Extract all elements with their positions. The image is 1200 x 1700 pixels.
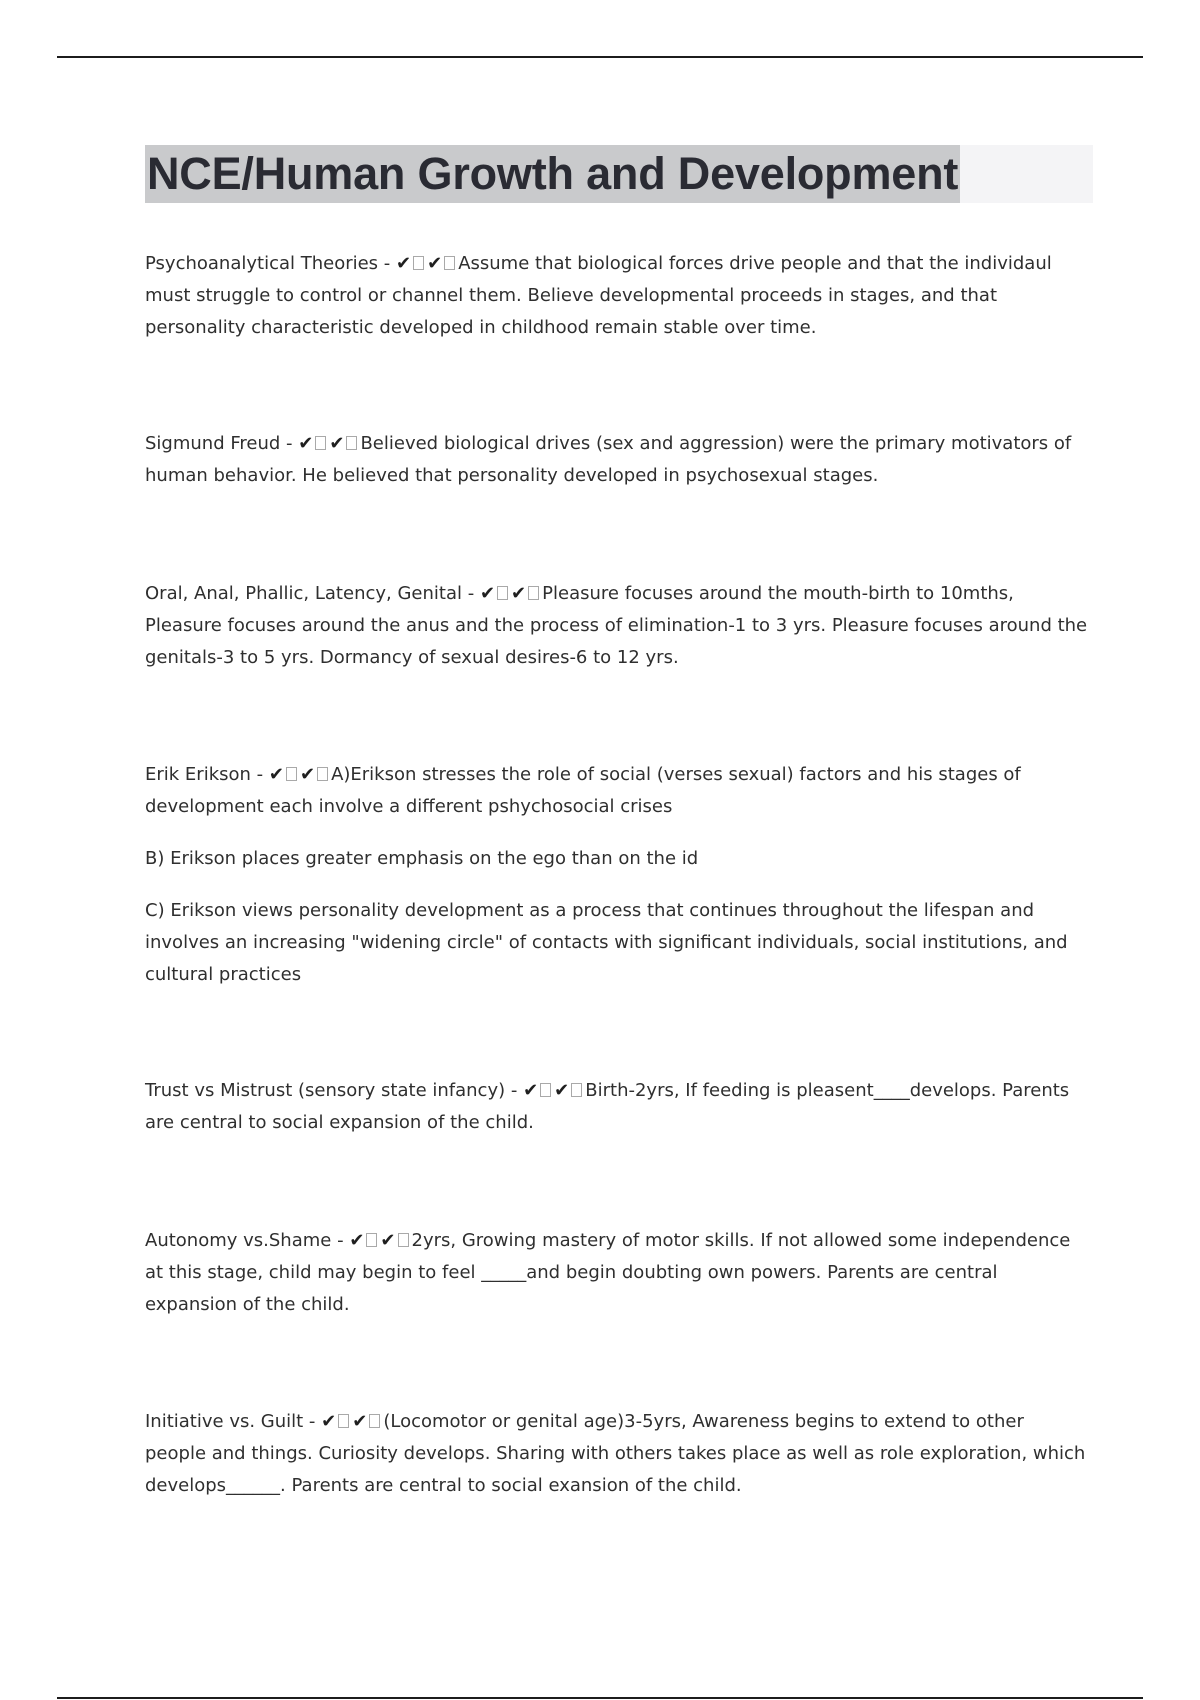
empty-box-icon <box>497 586 508 600</box>
entry-initiative-vs-guilt <box>145 1406 1090 1502</box>
check-mark-icon: ✔ <box>352 1411 368 1432</box>
entry-term: Psychoanalytical Theories <box>145 253 379 274</box>
check-mark-icon: ✔ <box>523 1080 539 1101</box>
entry-term: Initiative vs. Guilt <box>145 1411 304 1432</box>
check-mark-icon: ✔ <box>321 1411 337 1432</box>
entry-sigmund-freud <box>145 428 1090 492</box>
check-mark-icon: ✔ <box>511 583 527 604</box>
empty-box-icon <box>398 1233 409 1247</box>
term-separator: - <box>303 1411 322 1432</box>
empty-box-icon <box>528 586 539 600</box>
empty-box-icon <box>444 256 455 270</box>
check-mark-icon: ✔ <box>554 1080 570 1101</box>
check-mark-icon: ✔ <box>427 253 443 274</box>
check-mark-icon: ✔ <box>268 764 284 785</box>
empty-box-icon <box>366 1233 377 1247</box>
term-separator: - <box>280 433 299 454</box>
term-separator: - <box>331 1230 350 1251</box>
term-separator: - <box>505 1080 524 1101</box>
entry-trust-vs-mistrust <box>145 1075 1090 1139</box>
entry-definition <box>145 1225 1090 1321</box>
empty-box-icon <box>369 1414 380 1428</box>
empty-box-icon <box>317 767 328 781</box>
entry-definition <box>145 1406 1090 1502</box>
entry-term: Trust vs Mistrust (sensory state infancy) <box>145 1080 506 1101</box>
entry-definition <box>145 1075 1090 1139</box>
empty-box-icon <box>346 436 357 450</box>
term-separator: - <box>250 764 269 785</box>
entry-definition <box>145 428 1090 492</box>
entry-definition <box>145 759 1090 823</box>
entry-text: A)Erikson stresses the role of social (verses sexual) factors and his stages of development each involve a different pshychosocial crises <box>145 764 1021 817</box>
entry-text: Believed biological drives (sex and aggression) were the primary motivators of human behavior. He believed that personality developed in psychosexual stages. <box>145 433 1072 486</box>
empty-box-icon <box>540 1083 551 1097</box>
entry-definition <box>145 248 1090 344</box>
empty-box-icon <box>338 1414 349 1428</box>
flashcard-list <box>145 248 1090 1502</box>
bottom-rule <box>57 1697 1143 1699</box>
entry-paragraph: B) Erikson places greater emphasis on the ego than on the id <box>145 848 699 869</box>
entry-definition <box>145 578 1090 674</box>
entry-psychosexual-stages <box>145 578 1090 674</box>
entry-text: Assume that biological forces drive people and that the individaul must struggle to control or channel them. Believe developmental proceeds in stages, and that personality characteristic developed in childhood remain stable over time. <box>145 253 1052 338</box>
entry-text: Birth-2yrs, If feeding is pleasent____develops. Parents are central to social expansion of the child. <box>145 1080 1070 1133</box>
empty-box-icon <box>286 767 297 781</box>
entry-text: (Locomotor or genital age)3-5yrs, Awareness begins to extend to other people and things. Curiosity develops. Sharing with others takes place as well as role exploration, which develops______. Parents are central to social exansion of the child. <box>145 1411 1086 1496</box>
entry-term: Oral, Anal, Phallic, Latency, Genital <box>145 583 462 604</box>
entry-term: Erik Erikson <box>145 764 251 785</box>
entry-psychoanalytical-theories <box>145 248 1090 344</box>
empty-box-icon <box>571 1083 582 1097</box>
check-mark-icon: ✔ <box>380 1230 396 1251</box>
check-mark-icon: ✔ <box>479 583 496 604</box>
entry-autonomy-vs-shame <box>145 1225 1090 1321</box>
check-mark-icon: ✔ <box>349 1230 365 1251</box>
check-mark-icon: ✔ <box>329 433 345 454</box>
check-mark-icon: ✔ <box>298 433 314 454</box>
entry-erik-erikson <box>145 759 1090 991</box>
term-separator: - <box>378 253 397 274</box>
entry-text: 2yrs, Growing mastery of motor skills. If not allowed some independence at this stage, child may begin to feel _____and begin doubting own powers. Parents are central expansion of the child. <box>145 1230 1071 1315</box>
entry-paragraph: C) Erikson views personality development as a process that continues throughout the lifespan and involves an increasing "widening circle" of contacts with significant individuals, social institutions, and cultural practices <box>145 900 1068 985</box>
empty-box-icon <box>413 256 424 270</box>
page-title: NCE/Human Growth and Development <box>145 145 960 203</box>
entry-text: Pleasure focuses around the mouth-birth to 10mths, Pleasure focuses around the anus and the process of elimination-1 to 3 yrs. Pleasure focuses around the genitals-3 to 5 yrs. Dormancy of sexual desires-6 to 12 yrs. <box>145 583 1088 668</box>
check-mark-icon: ✔ <box>396 253 412 274</box>
top-rule <box>57 56 1143 58</box>
entry-term: Autonomy vs.Shame <box>145 1230 332 1251</box>
entry-term: Sigmund Freud <box>145 433 281 454</box>
empty-box-icon <box>315 436 326 450</box>
check-mark-icon: ✔ <box>299 764 316 785</box>
term-separator: - <box>462 583 480 604</box>
